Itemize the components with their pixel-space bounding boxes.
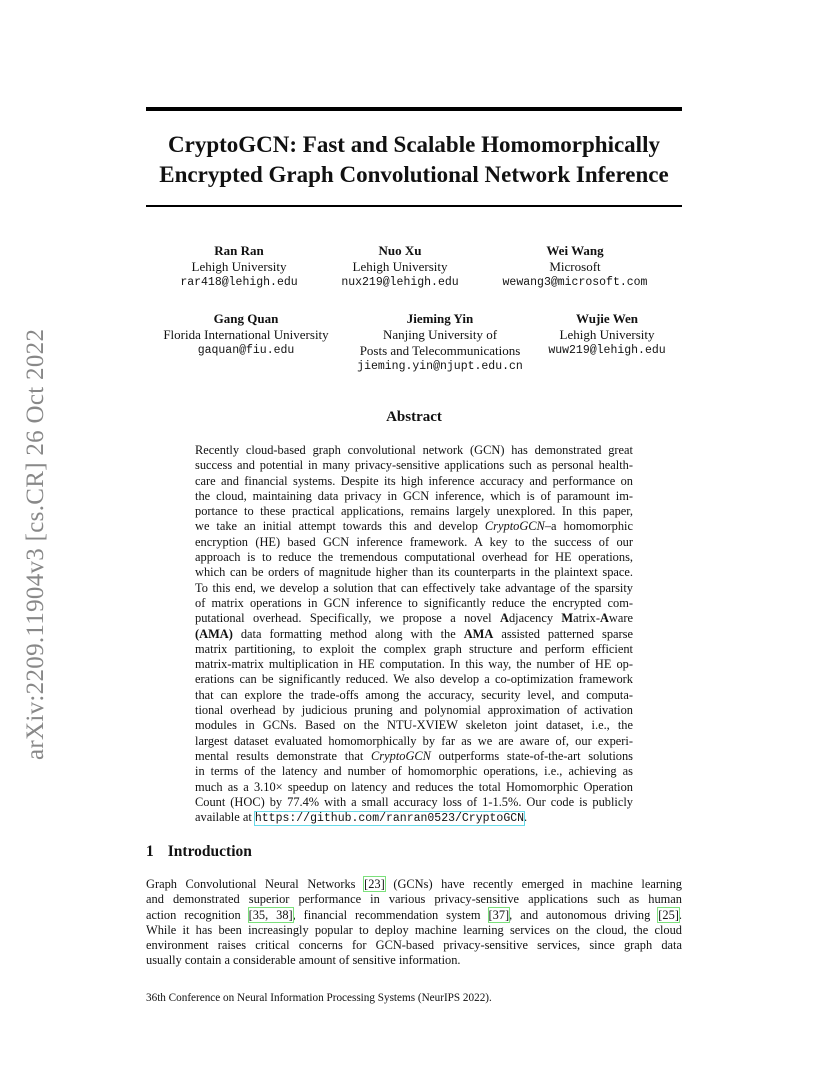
intro-text: . <box>678 907 683 922</box>
intro-line: usually contain a considerable amount of sensitive information. <box>146 953 461 968</box>
abstract-line: portance to these practical applications, remains largely unexplored. In this paper, <box>195 504 633 519</box>
ama-bold: (AMA) <box>195 626 233 641</box>
bold-letter: A <box>599 611 609 626</box>
abstract-text: . <box>524 810 528 825</box>
ama-bold: AMA <box>463 626 494 641</box>
author-email: gaquan@fiu.edu <box>197 344 295 357</box>
cryptogcn-italic: CryptoGCN <box>371 748 431 763</box>
author-name: Wei Wang <box>546 243 604 258</box>
intro-text: , and autonomous driving <box>509 907 659 922</box>
abstract-line: largest dataset evaluated homomorphically by far as we are aware of, our experi- <box>195 733 633 748</box>
author-name: Gang Quan <box>213 311 279 326</box>
abstract-text: djacency <box>508 611 562 626</box>
author-name: Jieming Yin <box>406 311 474 326</box>
author-name: Wujie Wen <box>575 311 638 326</box>
abstract-line: which can be orders of magnitude higher than its counterparts in the plaintext space. <box>195 565 633 580</box>
author-affiliation: Lehigh University <box>559 327 655 342</box>
author-email: wuw219@lehigh.edu <box>548 344 666 357</box>
title-line-2: Encrypted Graph Convolutional Network Inference <box>159 162 669 187</box>
arxiv-stamp: arXiv:2209.11904v3 [cs.CR] 26 Oct 2022 <box>22 328 49 760</box>
abstract-line <box>195 810 633 826</box>
author-block <box>540 311 674 359</box>
abstract-line <box>195 611 633 626</box>
abstract-body <box>195 443 633 826</box>
author-email: jieming.yin@njupt.edu.cn <box>357 360 523 373</box>
abstract-text: assisted patterned sparse <box>493 626 633 641</box>
abstract-line: that can explore the trade-offs among the accuracy, security level, and computa- <box>195 687 633 702</box>
intro-line: and demonstrated superior performance in various privacy-sensitive applications such as human <box>146 892 682 907</box>
author-affiliation: Nanjing University of <box>382 327 498 342</box>
abstract-line: in terms of the latency and number of homomorphic operations, i.e., achieving as <box>195 764 633 779</box>
abstract-line: Count (HOC) by 77.4% with a small accuracy loss of 1-1.5%. Our code is publicly <box>195 794 633 809</box>
abstract-text: mental results demonstrate that <box>195 748 364 763</box>
author-affiliation: Florida International University <box>163 327 329 342</box>
citation-link[interactable]: [23] <box>364 877 385 891</box>
abstract-text: outperforms state-of-the-art solutions <box>430 748 633 763</box>
abstract-text: available at <box>195 810 252 825</box>
abstract-text: data formatting method along with the <box>240 626 456 641</box>
github-link[interactable]: https://github.com/ranran0523/CryptoGCN <box>254 812 525 826</box>
section-number: 1 <box>146 843 154 860</box>
abstract-line: matrix partitioning, to exploit the complex graph structure and perform efficient <box>195 641 633 656</box>
intro-text: action recognition <box>146 907 249 922</box>
author-name: Ran Ran <box>214 243 264 258</box>
author-block <box>345 311 535 375</box>
author-affiliation: Microsoft <box>549 259 601 274</box>
abstract-line: matrix-matrix multiplication in HE computation. In this way, the number of HE op- <box>195 657 633 672</box>
bold-letter: M <box>561 611 574 626</box>
abstract-line: approach is to reduce the tremendous computational overhead for HE operations, <box>195 550 633 565</box>
cryptogcn-italic: CryptoGCN <box>484 519 545 534</box>
abstract-line: much as a 3.10× speedup on latency and reduces the total Homomorphic Operation <box>195 779 633 794</box>
intro-line <box>146 908 682 923</box>
abstract-line: success and potential in many privacy-sensitive applications such as personal health- <box>195 458 633 473</box>
author-affiliation: Lehigh University <box>352 259 448 274</box>
bold-letter: A <box>500 611 509 626</box>
abstract-text: –a homomorphic <box>544 519 634 534</box>
abstract-text: we take an initial attempt towards this and develop <box>195 519 478 534</box>
intro-line: environment raises critical concerns for GCN-based privacy-sensitive services, since graph data <box>146 938 682 953</box>
introduction-body <box>146 877 682 969</box>
citation-link[interactable]: [35, 38] <box>248 907 293 922</box>
author-affiliation: Posts and Telecommunications <box>359 343 521 358</box>
title-bottom-rule <box>146 205 682 207</box>
abstract-text: ware <box>608 611 633 626</box>
abstract-line: Recently cloud-based graph convolutional network (GCN) has demonstrated great <box>195 443 633 457</box>
author-email: nux219@lehigh.edu <box>341 276 459 289</box>
abstract-line: encryption (HE) based GCN inference framework. A key to the success of our <box>195 534 633 549</box>
citation-link[interactable]: [25] <box>658 907 679 922</box>
author-email: wewang3@microsoft.com <box>502 276 648 289</box>
title-line-1: CryptoGCN: Fast and Scalable Homomorphically <box>168 132 660 157</box>
intro-text: Graph Convolutional Neural Networks <box>146 877 365 891</box>
author-block <box>154 311 338 359</box>
abstract-line: of matrix operations in GCN inference to significantly reduce the encrypted com- <box>195 595 633 610</box>
section-heading <box>146 843 252 861</box>
abstract-line: tional overhead by judicious pruning and polynomial approximation of activation <box>195 703 633 718</box>
title-top-rule <box>146 107 682 111</box>
abstract-text: atrix- <box>573 611 600 626</box>
author-email: rar418@lehigh.edu <box>180 276 298 289</box>
abstract-text: putational overhead. Specifically, we propose a novel <box>195 611 492 626</box>
section-title: Introduction <box>167 843 252 860</box>
author-name: Nuo Xu <box>378 243 422 258</box>
author-block <box>495 243 655 291</box>
abstract-heading: Abstract <box>386 409 442 425</box>
author-affiliation: Lehigh University <box>191 259 287 274</box>
abstract-line: the cloud, maintaining data privacy in GCN inference, which is of paramount im- <box>195 488 633 503</box>
abstract-line <box>195 749 633 764</box>
intro-text: , financial recommendation system <box>292 907 489 922</box>
conference-footnote: 36th Conference on Neural Information Processing Systems (NeurIPS 2022). <box>146 992 492 1004</box>
abstract-line: care and financial systems. Despite its high inference accuracy and performance on <box>195 473 633 488</box>
citation-link[interactable]: [37] <box>488 907 510 922</box>
author-block <box>174 243 304 291</box>
abstract-line <box>195 519 633 534</box>
abstract-line: To this end, we develop a solution that can effectively take advantage of the sparsity <box>195 580 633 595</box>
author-block <box>335 243 465 291</box>
paper-title <box>146 130 682 190</box>
intro-line: While it has been increasingly popular to deploy machine learning services on the cloud, the cloud <box>146 922 682 937</box>
intro-text: (GCNs) have recently emerged in machine learning <box>384 877 682 891</box>
intro-line <box>146 877 682 892</box>
abstract-line: erations can be significantly reduced. We also develop a co-optimization framework <box>195 672 633 687</box>
abstract-line <box>195 627 633 642</box>
abstract-line: modules in GCNs. Based on the NTU-XVIEW skeleton joint dataset, i.e., the <box>195 718 633 733</box>
